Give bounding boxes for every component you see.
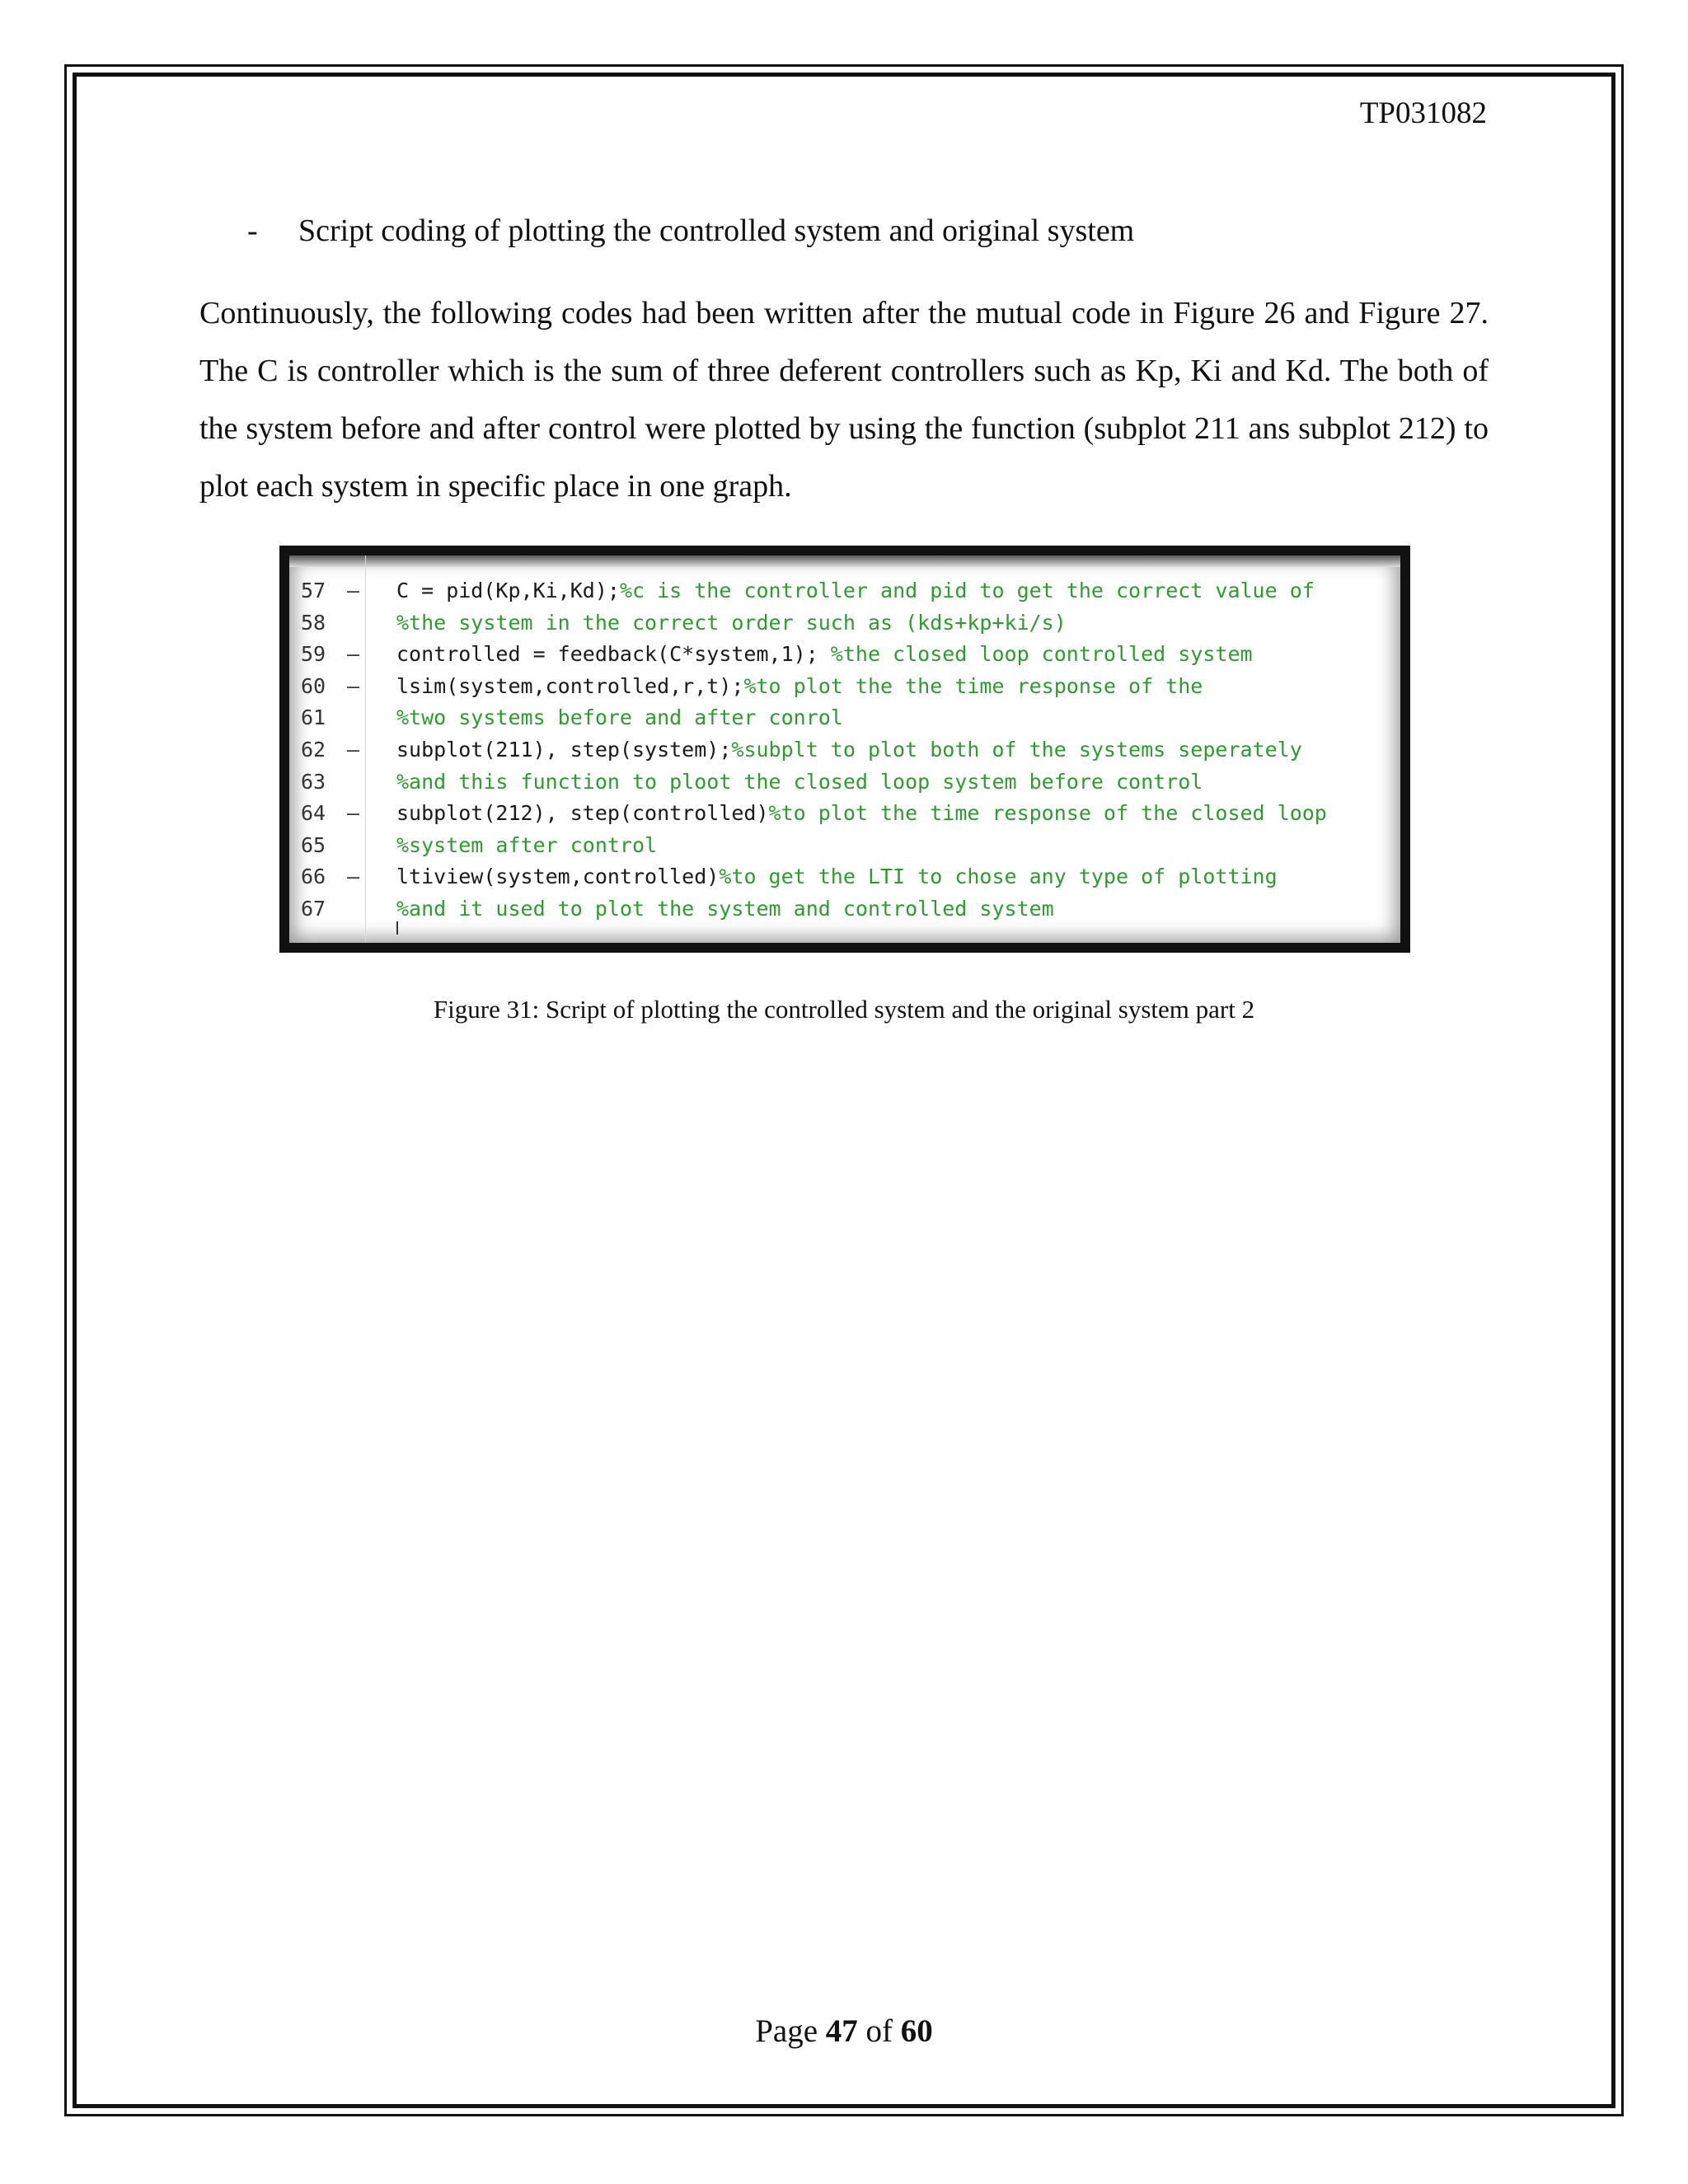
line-number: 60 xyxy=(301,673,326,698)
code-line xyxy=(289,897,1400,929)
code-statement: subplot(211), step(system); xyxy=(396,737,732,762)
line-number: 64 xyxy=(301,801,326,826)
code-content xyxy=(396,579,1315,602)
code-statement: controlled = feedback(C*system,1); xyxy=(396,642,831,667)
code-comment: %two systems before and after conrol xyxy=(396,705,843,730)
code-statement: ltiview(system,controlled) xyxy=(396,865,720,889)
footer-total-pages: 60 xyxy=(900,2013,933,2049)
page-footer xyxy=(0,2013,1688,2050)
code-comment: %system after control xyxy=(396,832,658,857)
line-number: 61 xyxy=(301,705,326,730)
code-line xyxy=(289,770,1400,802)
code-content xyxy=(396,674,1203,698)
code-editor-top-edge xyxy=(289,555,1400,567)
text-cursor xyxy=(396,921,398,935)
code-line xyxy=(289,705,1400,738)
code-line xyxy=(289,674,1400,706)
code-comment: %subplt to plot both of the systems seperately xyxy=(731,737,1302,762)
line-number: 58 xyxy=(301,610,326,635)
line-number: 62 xyxy=(301,737,326,762)
code-lines xyxy=(289,579,1400,929)
code-content xyxy=(396,897,1054,921)
line-number: 65 xyxy=(301,832,326,857)
code-statement: C = pid(Kp,Ki,Kd); xyxy=(396,579,620,602)
code-content xyxy=(396,770,1203,794)
code-comment: %c is the controller and pid to get the correct value of xyxy=(619,579,1315,602)
code-line xyxy=(289,801,1400,833)
breakpoint-dash: – xyxy=(347,642,360,667)
code-editor-panel xyxy=(289,555,1400,943)
bullet-heading: Script coding of plotting the controlled system and original system xyxy=(298,213,1135,248)
code-comment: %to get the LTI to chose any type of plotting xyxy=(719,865,1278,889)
code-line xyxy=(289,833,1400,865)
document-id: TP031082 xyxy=(1359,96,1487,130)
code-line xyxy=(289,611,1400,643)
code-comment: %the system in the correct order such as (kds+kp+ki/s) xyxy=(396,610,1067,635)
code-comment: %to plot the time response of the closed loop xyxy=(768,801,1327,826)
code-line xyxy=(289,738,1400,770)
breakpoint-dash: – xyxy=(347,801,360,826)
body-paragraph: Continuously, the following codes had been written after the mutual code in Figure 26 and Figure 27. The C is controller which is the sum of three deferent controllers such as Kp, Ki and Kd. The both of the system before and after control were plotted by using the function (subplot 211 ans subplot 212) to plot each system in specific place in one graph. xyxy=(199,296,1489,504)
bullet-marker: - xyxy=(247,213,258,248)
code-content xyxy=(396,865,1278,888)
code-content xyxy=(396,738,1302,762)
code-comment: %to plot the the time response of the xyxy=(743,673,1203,698)
footer-prefix: Page xyxy=(755,2013,818,2049)
line-number: 66 xyxy=(301,865,326,889)
breakpoint-dash: – xyxy=(347,579,360,602)
code-comment: %the closed loop controlled system xyxy=(830,642,1253,667)
code-line xyxy=(289,579,1400,611)
line-number: 59 xyxy=(301,642,326,667)
footer-page-number: 47 xyxy=(825,2013,858,2049)
code-comment: %and this function to ploot the closed loop system before control xyxy=(396,769,1203,794)
code-comment: %and it used to plot the system and controlled system xyxy=(396,896,1054,921)
breakpoint-dash: – xyxy=(347,673,360,698)
line-number: 57 xyxy=(301,579,326,602)
code-statement: subplot(212), step(controlled) xyxy=(396,801,769,826)
code-figure xyxy=(279,546,1410,953)
figure-caption: Figure 31: Script of plotting the controlled system and the original system part 2 xyxy=(433,995,1255,1024)
line-number: 67 xyxy=(301,896,326,921)
code-line xyxy=(289,865,1400,897)
code-content xyxy=(396,611,1067,635)
code-statement: lsim(system,controlled,r,t); xyxy=(396,673,744,698)
code-content xyxy=(396,705,843,729)
line-number: 63 xyxy=(301,769,326,794)
code-line xyxy=(289,642,1400,674)
footer-of: of xyxy=(865,2013,893,2049)
breakpoint-dash: – xyxy=(347,737,360,762)
code-content xyxy=(396,801,1327,825)
breakpoint-dash: – xyxy=(347,865,360,889)
code-content xyxy=(396,642,1253,666)
code-content xyxy=(396,833,657,857)
